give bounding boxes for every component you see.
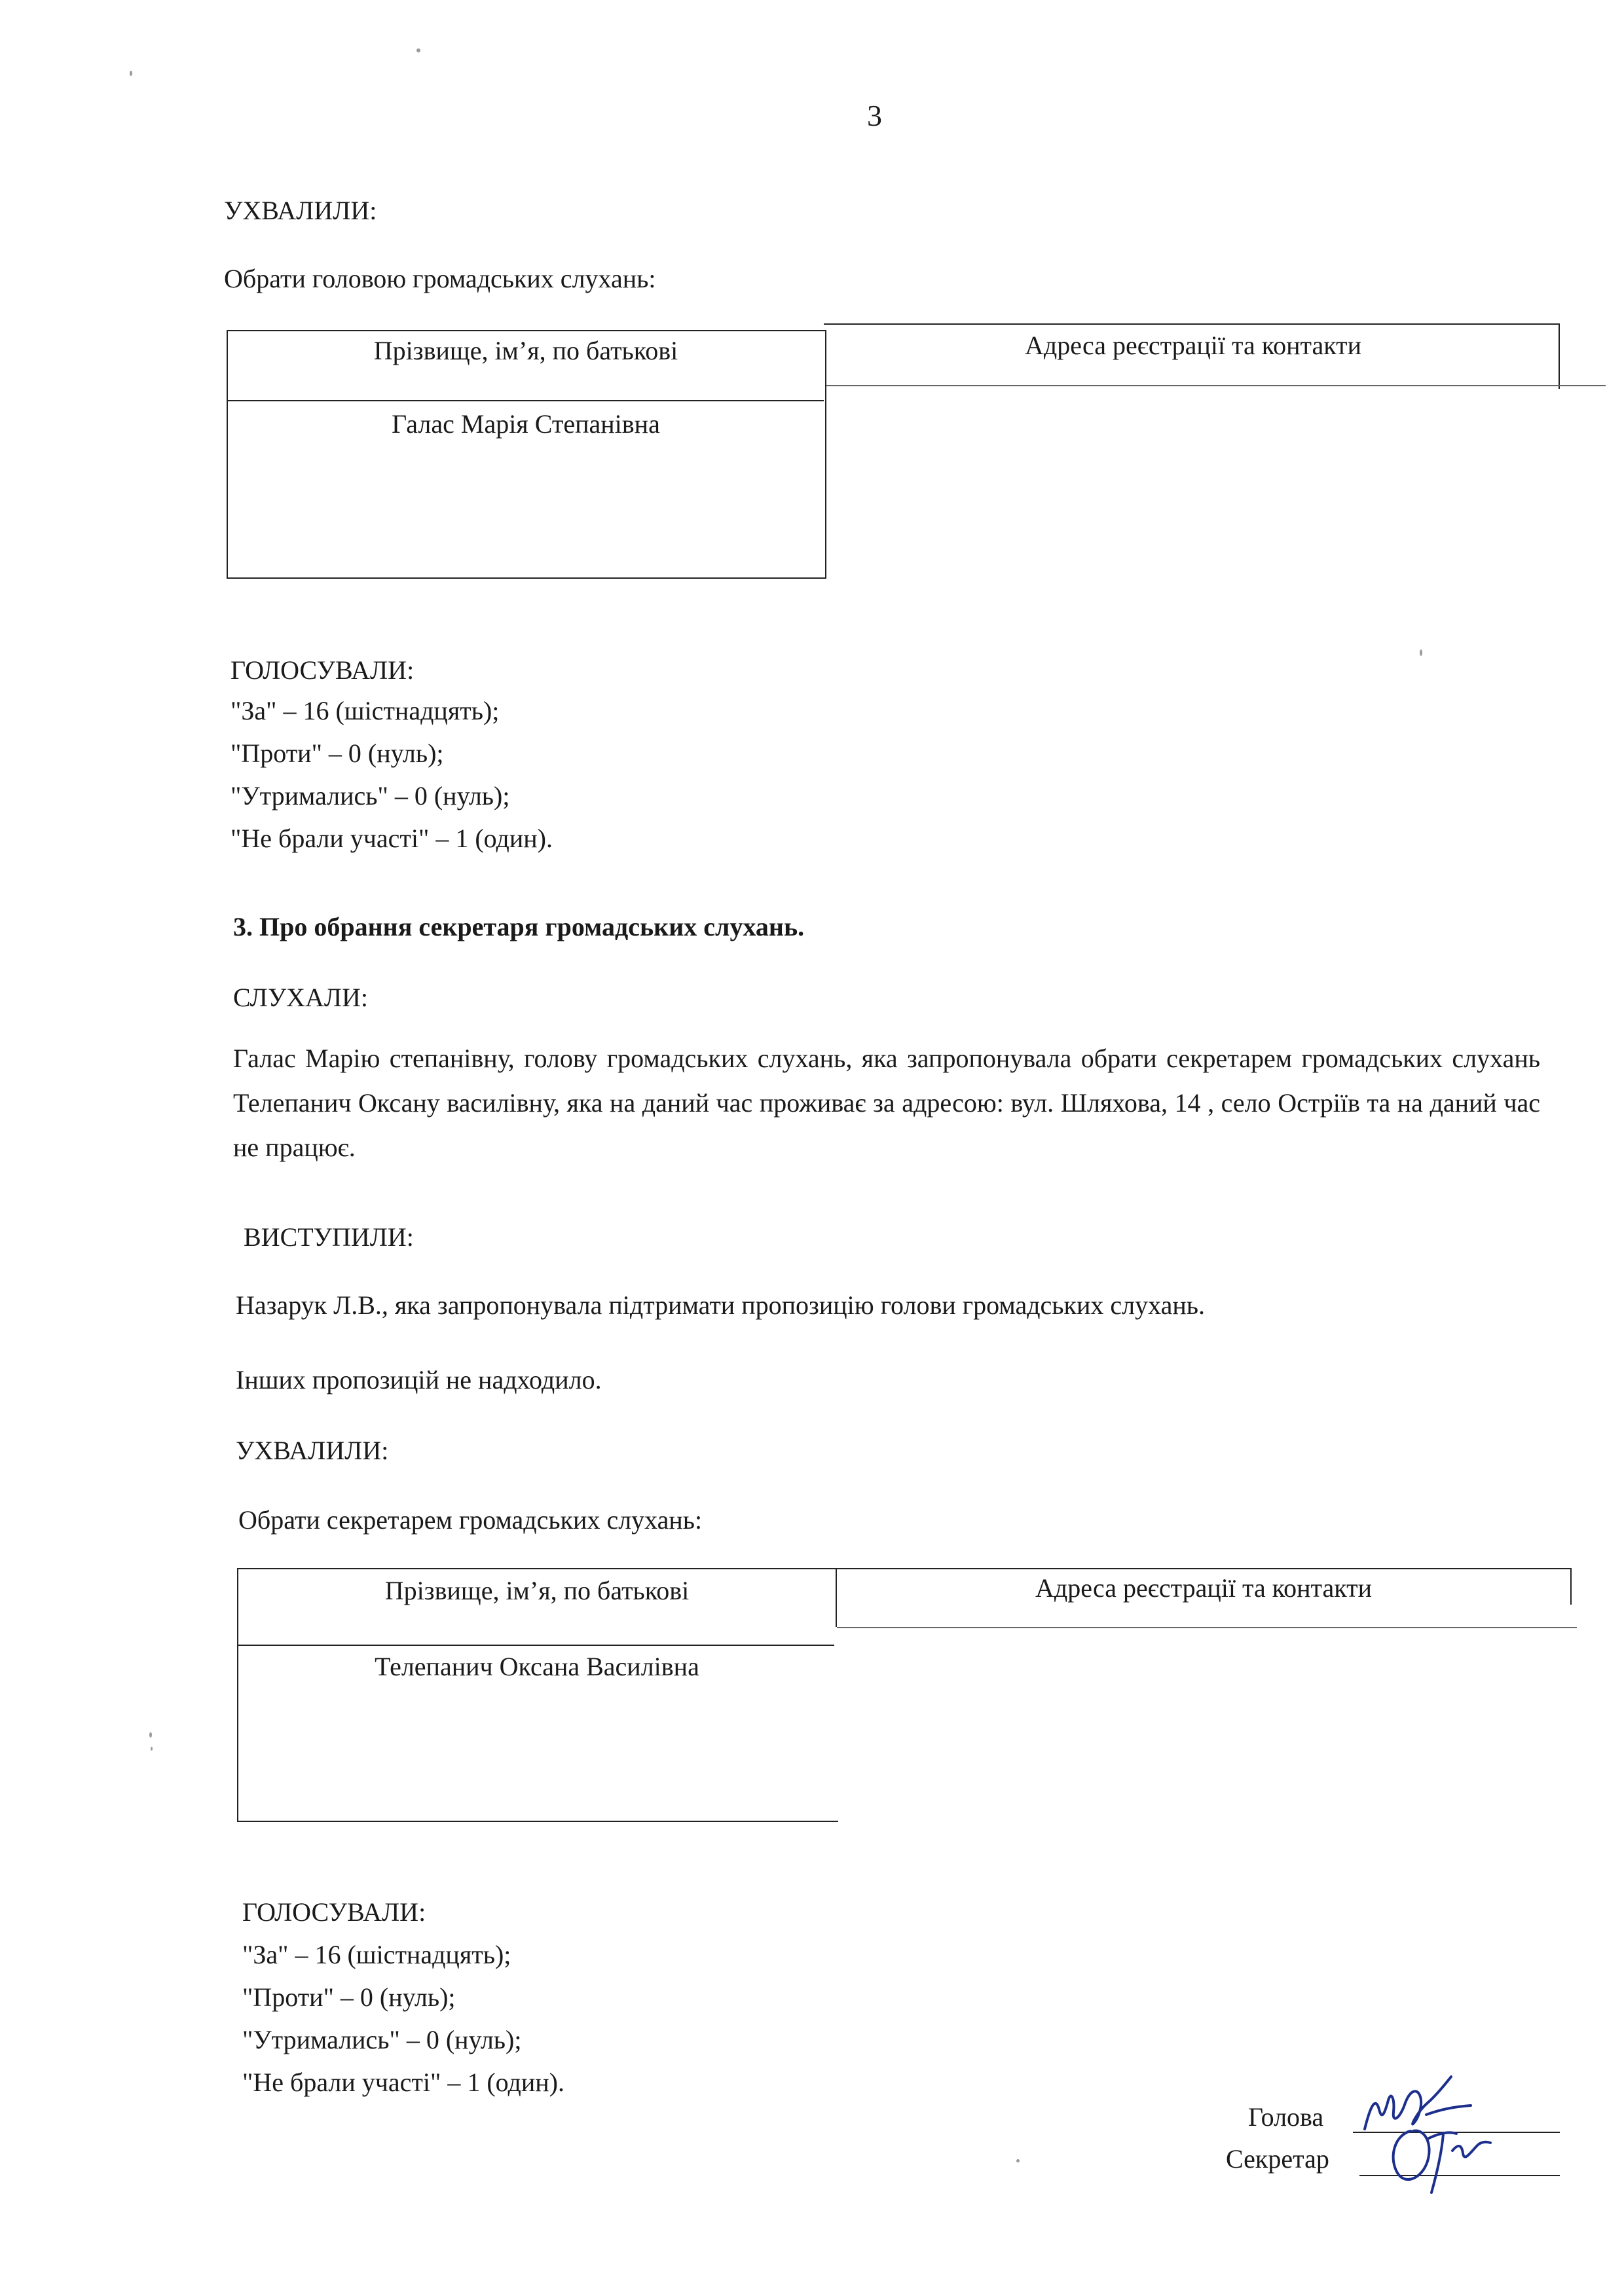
scan-speck: [1420, 649, 1422, 656]
resolved-heading-2: УХВАЛИЛИ:: [236, 1436, 389, 1465]
secretary-table-right-border: [1570, 1568, 1572, 1605]
chair-table-header-divider: [228, 400, 824, 401]
scan-speck: [151, 1747, 153, 1751]
item3-title: 3. Про обрання секретаря громадських слухань.: [233, 912, 805, 941]
spoke-text: Назарук Л.В., яка запропонувала підтримати пропозицію голови громадських слухань.: [236, 1290, 1205, 1320]
scan-speck: [149, 1732, 152, 1738]
page-number: 3: [867, 99, 882, 132]
vote-not-participated-2: "Не брали участі" – 1 (один).: [242, 2068, 564, 2097]
secretary-table-top-border: [237, 1568, 1572, 1569]
resolved-text-2: Обрати секретарем громадських слухань:: [238, 1505, 703, 1535]
secretary-table-col1-header: Прізвище, ім’я, по батькові: [384, 1576, 690, 1605]
heard-text: Галас Марію степанівну, голову громадських слухань, яка запропонувала обрати секретарем громадських слухань Телепанич Оксану василівну, яка на даний час проживає за адресою: вул. Шляхова, 14 , село Остріїв та на даний час не працює.: [233, 1044, 1540, 1162]
scan-speck: [130, 71, 132, 76]
vote-against-1: "Проти" – 0 (нуль);: [231, 738, 444, 768]
vote-abstained-2: "Утримались" – 0 (нуль);: [242, 2025, 522, 2054]
chair-table-row-line: [826, 385, 1606, 386]
secretary-table-name: Телепанич Оксана Василівна: [375, 1652, 699, 1681]
scan-speck: [1016, 2159, 1020, 2162]
vote-for-2: "За" – 16 (шістнадцять);: [242, 1940, 511, 1969]
resolved-text-1: Обрати головою громадських слухань:: [224, 264, 656, 293]
voting-heading-1: ГОЛОСУВАЛИ:: [231, 655, 415, 685]
secretary-label: Секретар: [1226, 2144, 1329, 2174]
scan-speck: [416, 48, 420, 52]
chair-table-col2-header: Адреса реєстрації та контакти: [1024, 331, 1362, 360]
secretary-table-bottom-border: [238, 1821, 838, 1822]
no-other-proposals: Інших пропозицій не надходило.: [236, 1365, 602, 1394]
chair-table-name: Галас Марія Степанівна: [392, 409, 660, 439]
secretary-table-left-border: [237, 1568, 238, 1822]
resolved-heading-1: УХВАЛИЛИ:: [224, 196, 377, 225]
secretary-table-header-divider: [238, 1645, 834, 1646]
vote-abstained-1: "Утримались" – 0 (нуль);: [231, 781, 510, 811]
spoke-heading: ВИСТУПИЛИ:: [244, 1222, 414, 1252]
secretary-table-col2-header: Адреса реєстрації та контакти: [1035, 1573, 1373, 1603]
secretary-signature: [1375, 2105, 1500, 2203]
heard-heading: СЛУХАЛИ:: [233, 983, 369, 1012]
vote-against-2: "Проти" – 0 (нуль);: [242, 1982, 456, 2012]
chair-label: Голова: [1248, 2102, 1324, 2132]
vote-not-participated-1: "Не брали участі" – 1 (один).: [231, 824, 553, 853]
vote-for-1: "За" – 16 (шістнадцять);: [231, 696, 500, 725]
voting-heading-2: ГОЛОСУВАЛИ:: [242, 1897, 426, 1927]
chair-table-top-border: [824, 323, 1560, 325]
secretary-table-row-line: [837, 1627, 1577, 1628]
chair-table-col1-header: Прізвище, ім’я, по батькові: [373, 336, 678, 365]
chair-table-name-column: [227, 330, 826, 579]
